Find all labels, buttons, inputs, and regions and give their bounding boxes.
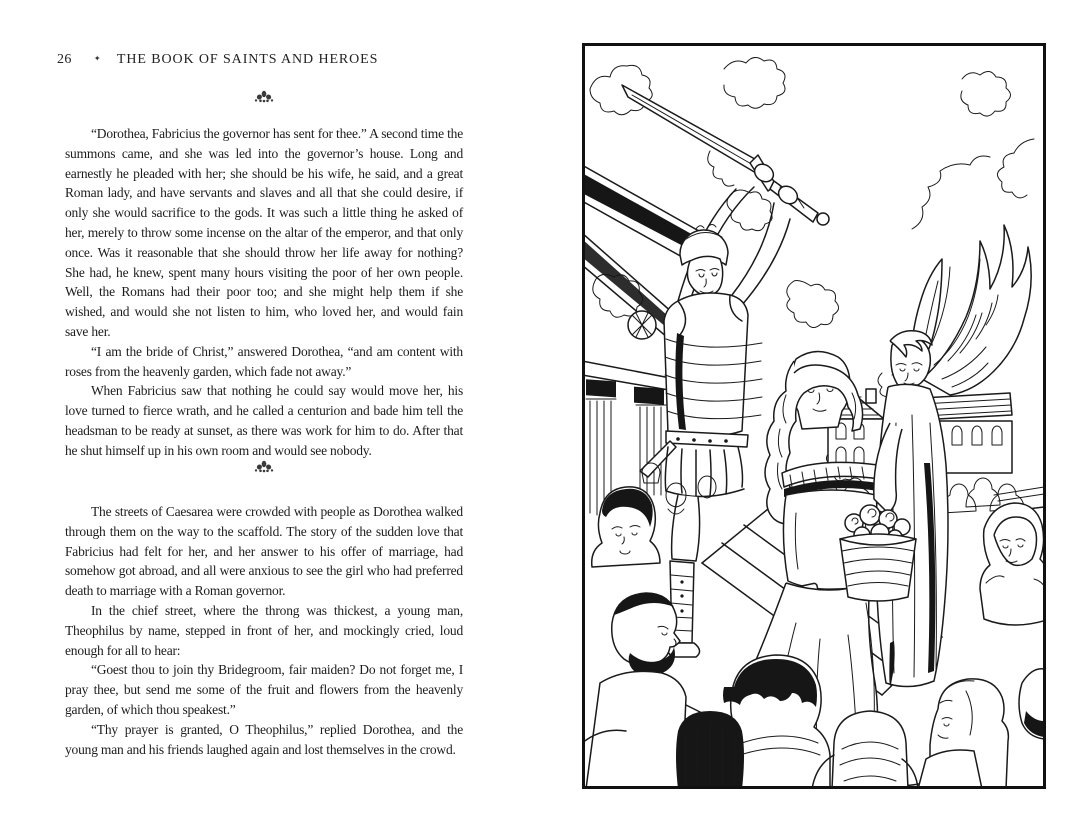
paragraph: When Fabricius saw that nothing he could say would move her, his love turned to fierce wrath, and he called a centurion and bade him tell the headsman to be ready at sunset, as there was work for him to do. After that he shut himself up in his own room and would see nobody. xyxy=(65,383,463,458)
section-break-fleuron xyxy=(65,460,463,478)
four-pointed-star-icon: ✦ xyxy=(93,54,101,63)
crowd-hooded-back xyxy=(832,711,908,789)
crowd-beard-far-right xyxy=(1019,669,1044,739)
crowd-back-head-longhair xyxy=(676,711,744,789)
page-number: 26 xyxy=(57,52,72,67)
text-section-1 xyxy=(65,124,463,461)
section-break-fleuron xyxy=(65,90,463,108)
basket-of-fruit-and-roses xyxy=(840,505,916,601)
paragraph: In the chief street, where the throng was thickest, a young man, Theophilus by name, stepped in front of her, and mockingly cried, loud enough for all to hear: xyxy=(65,602,463,658)
illustration xyxy=(582,43,1046,789)
paragraph: “Goest thou to join thy Bridegroom, fair maiden? Do not forget me, I pray thee, but send me some of the fruit and flowers from the heavenly garden, of which thou speakest.” xyxy=(65,662,463,717)
sword xyxy=(622,85,829,225)
fleuron-icon xyxy=(253,90,275,103)
crowd-oldman-right xyxy=(918,679,1008,789)
paragraph: “Thy prayer is granted, O Theophilus,” replied Dorothea, and the young man and his friends laughed again and lost themselves in the crowd. xyxy=(65,721,463,757)
crowd-bearded-man xyxy=(586,593,686,789)
fleuron-icon xyxy=(253,460,275,473)
running-head xyxy=(57,52,477,68)
text-section-2 xyxy=(65,502,463,759)
illustration-plate xyxy=(582,43,1046,789)
crowd-woman-left xyxy=(592,487,660,567)
paragraph: “I am the bride of Christ,” answered Dorothea, “and am content with roses from the heavenly garden, which fade not away.” xyxy=(65,343,463,379)
crowd-hooded-woman xyxy=(980,503,1046,625)
paragraph: The streets of Caesarea were crowded with people as Dorothea walked through them on the way to the scaffold. The story of the sudden love that Fabricius had felt for her, and her answer to his offer of marriage, had somehow got abroad, and all were anxious to see the girl who had preferred death to marriage with a Roman governor. xyxy=(65,504,463,599)
paragraph: “Dorothea, Fabricius the governor has sent for thee.” A second time the summons came, and she was led into the governor’s house. Long and earnestly he pleaded with her; she should be his wife, he said, and a great Roman lady, and have servants and slaves and all that she could desire, if only she would sacrifice to the gods. It was such a little thing he asked of her, merely to throw some incense on the altar of the emperor, and that only once. Was it reasonable that she should throw her life away for nothing? She had, he knew, spent many hours visiting the poor of her own people. Well, the Romans had their poor too; and she might help them if she wished, and would she not listen to him, who loved her, and would fain save her. xyxy=(65,126,463,339)
running-title: THE BOOK OF SAINTS AND HEROES xyxy=(116,52,379,67)
